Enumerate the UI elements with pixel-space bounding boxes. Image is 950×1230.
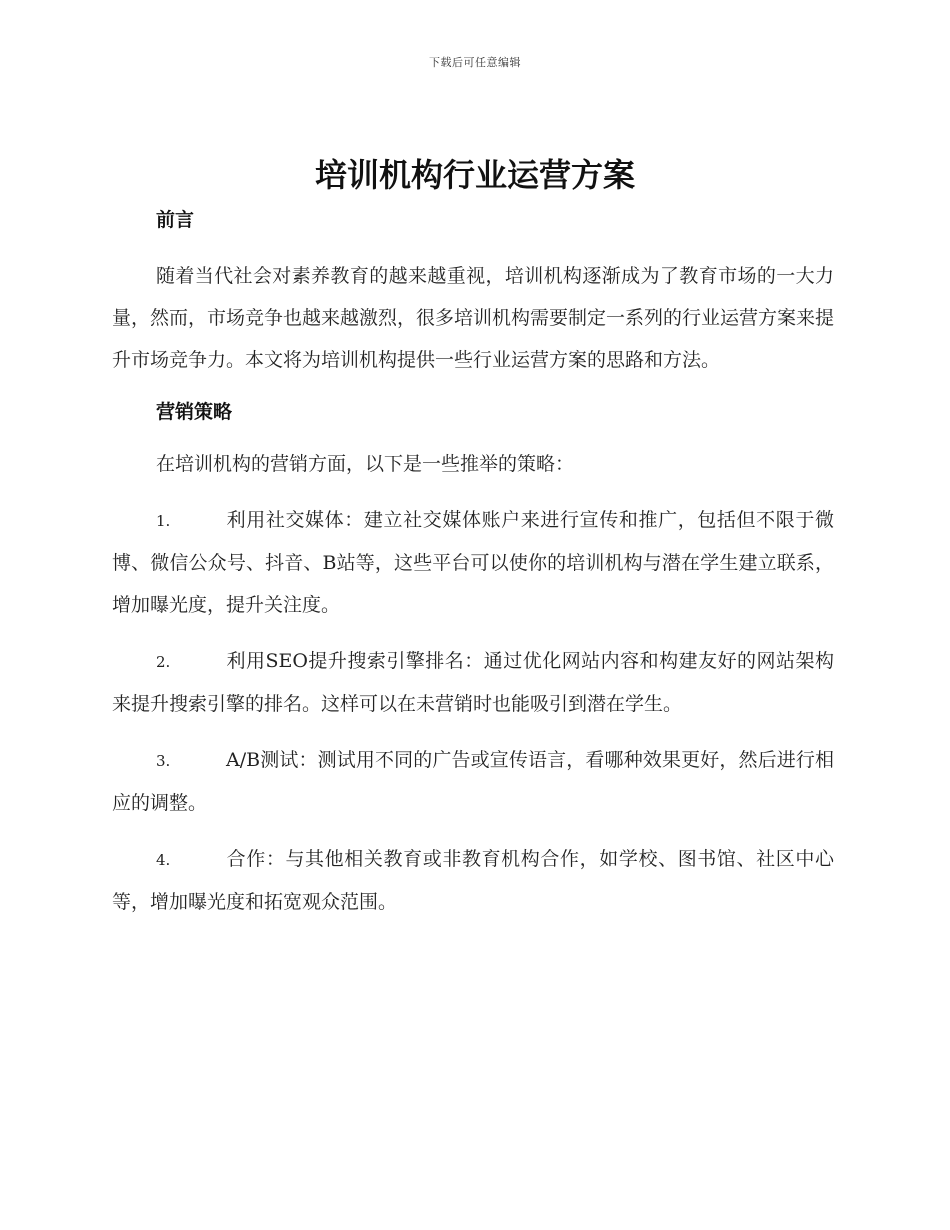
body-paragraph: 在培训机构的营销方面，以下是一些推举的策略： <box>156 453 575 475</box>
list-number: 3. <box>156 752 171 770</box>
list-item <box>112 640 834 725</box>
section-heading: 前言 <box>156 209 195 231</box>
list-item <box>112 499 834 626</box>
section-marketing <box>112 395 834 923</box>
list-number: 1. <box>156 512 171 530</box>
list-text: A/B测试：测试用不同的广告或宣传语言，看哪种效果更好，然后进行相应的调整。 <box>112 749 834 814</box>
section-preface <box>112 203 834 381</box>
list-number: 2. <box>156 653 171 671</box>
document-title: 培训机构行业运营方案 <box>314 156 635 194</box>
list-text: 利用SEO提升搜索引擎排名：通过优化网站内容和构建友好的网站架构来提升搜索引擎的排名。这样可以在未营销时也能吸引到潜在学生。 <box>112 650 834 715</box>
header-note: 下载后可任意编辑 <box>429 56 521 69</box>
list-text: 合作：与其他相关教育或非教育机构合作，如学校、图书馆、社区中心等，增加曝光度和拓宽观众范围。 <box>112 848 834 913</box>
list-item <box>112 739 834 824</box>
list-item <box>112 838 834 923</box>
document-body <box>112 203 834 923</box>
body-paragraph: 随着当代社会对素养教育的越来越重视，培训机构逐渐成为了教育市场的一大力量，然而，市场竞争也越来越激烈，很多培训机构需要制定一系列的行业运营方案来提升市场竞争力。本文将为培训机构提供一些行业运营方案的思路和方法。 <box>112 265 835 371</box>
section-heading: 营销策略 <box>156 401 233 423</box>
list-text: 利用社交媒体：建立社交媒体账户来进行宣传和推广，包括但不限于微博、微信公众号、抖音、B站等，这些平台可以使你的培训机构与潜在学生建立联系，增加曝光度，提升关注度。 <box>112 509 834 616</box>
list-number: 4. <box>156 851 171 869</box>
